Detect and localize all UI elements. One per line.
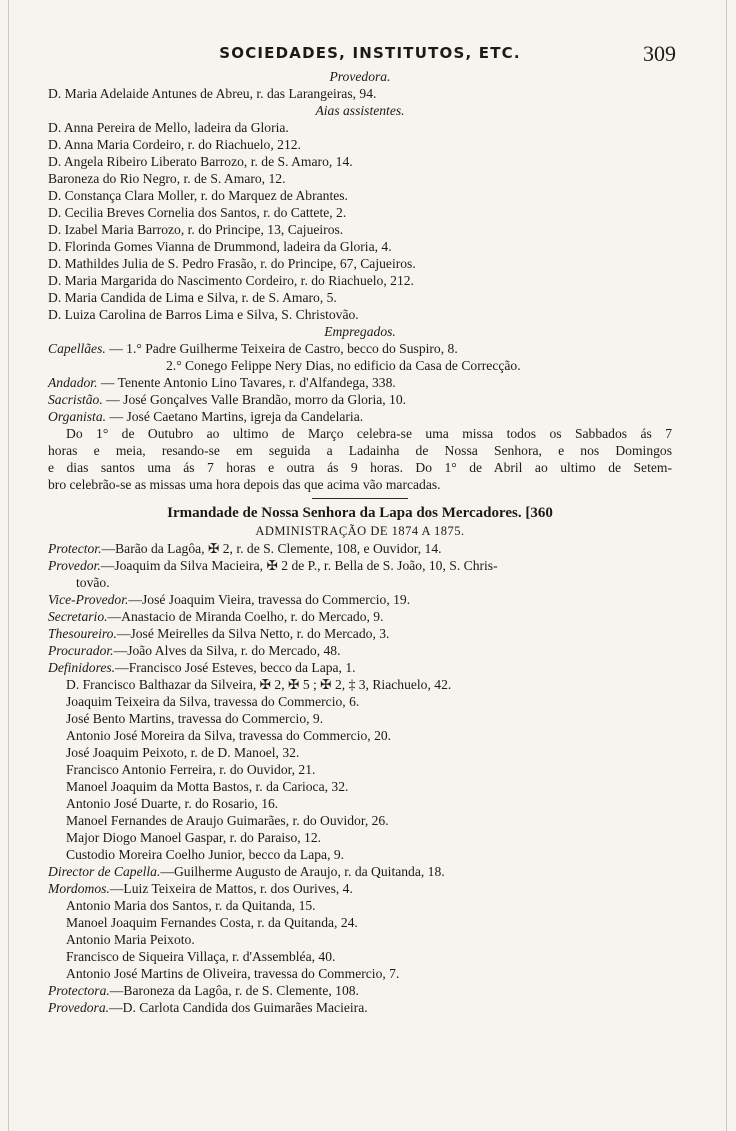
list-item: Manoel Fernandes de Araujo Guimarães, r. do Ouvidor, 26. [66,813,389,828]
list-item: D. Anna Pereira de Mello, ladeira da Gloria. [48,120,289,135]
entry-text: — José Gonçalves Valle Brandão, morro da Gloria, 10. [106,392,407,407]
list-item: Joaquim Teixeira da Silva, travessa do Commercio, 6. [66,694,360,709]
section-title [48,503,672,523]
role-label: Sacristão. [48,392,103,407]
provedora-entry: D. Maria Adelaide Antunes de Abreu, r. das Larangeiras, 94. [48,86,377,101]
entry-text: —Barão da Lagôa, ✠ 2, r. de S. Clemente, 108, e Ouvidor, 14. [101,541,442,556]
capellaes-line-1 [48,340,672,357]
list-item: Custodio Moreira Coelho Junior, becco da Lapa, 9. [66,847,345,862]
list-item: Francisco Antonio Ferreira, r. do Ouvidor, 21. [66,762,316,777]
definidores-list [48,676,672,863]
role-label: Organista. [48,409,107,424]
entry-text: — José Caetano Martins, igreja da Candelaria. [109,409,364,424]
entry-text: —Anastacio de Miranda Coelho, r. do Mercado, 9. [107,609,384,624]
list-item: Manoel Joaquim Fernandes Costa, r. da Quitanda, 24. [66,915,358,930]
empregados-heading: Empregados. [324,324,396,339]
section-number: [360 [525,505,553,521]
protectora-line [48,982,672,999]
provedor-continuation: tovão. [76,575,110,590]
mordomos-line [48,880,672,897]
role-label: Mordomos. [48,881,110,896]
page-body [48,68,672,1016]
list-item: Antonio José Duarte, r. do Rosario, 16. [66,796,279,811]
role-label: Procurador. [48,643,114,658]
list-item: Baroneza do Rio Negro, r. de S. Amaro, 12. [48,171,286,186]
entry-text: —D. Carlota Candida dos Guimarães Macieira. [109,1000,368,1015]
note-line: horas e meia, resando-se em seguida a Ladainha de Nossa Senhora, e nos Domingos [48,443,672,458]
role-label: Andador. [48,375,98,390]
list-item: D. Mathildes Julia de S. Pedro Frasão, r. do Principe, 67, Cajueiros. [48,256,416,271]
role-label: Thesoureiro. [48,626,117,641]
provedor-line [48,557,672,574]
secretario-line [48,608,672,625]
role-label: Definidores. [48,660,116,675]
provedora-heading: Provedora. [329,69,391,84]
list-item: Manoel Joaquim da Motta Bastos, r. da Carioca, 32. [66,779,349,794]
section-divider [312,498,408,499]
administration-line: ADMINISTRAÇÃO DE 1874 A 1875. [255,524,465,538]
definidores-line [48,659,672,676]
aias-list [48,119,672,323]
organista-line [48,408,672,425]
list-item: Antonio Maria Peixoto. [66,932,195,947]
list-item: Antonio José Moreira da Silva, travessa do Commercio, 20. [66,728,392,743]
page-edge-right [726,0,727,1131]
page-number: 309 [643,41,676,66]
andador-line [48,374,672,391]
vice-provedor-line [48,591,672,608]
role-label: Vice-Provedor. [48,592,129,607]
role-label: Protector. [48,541,102,556]
list-item: José Bento Martins, travessa do Commercio, 9. [66,711,324,726]
entry-text: —José Joaquim Vieira, travessa do Commercio, 19. [128,592,411,607]
list-item: D. Maria Candida de Lima e Silva, r. de S. Amaro, 5. [48,290,337,305]
running-header [0,41,736,70]
role-label: Capellães. [48,341,106,356]
header-title: SOCIEDADES, INSTITUTOS, ETC. [219,44,521,62]
entry-text: — 1.° Padre Guilherme Teixeira de Castro, becco do Suspiro, 8. [109,341,458,356]
entry-text: —Luiz Teixeira de Mattos, r. dos Ourives, 4. [109,881,353,896]
capellaes-line-2: 2.° Conego Felippe Nery Dias, no edificio da Casa de Correcção. [166,358,521,373]
entry-text: — Tenente Antonio Lino Tavares, r. d'Alfandega, 338. [100,375,396,390]
list-item: Francisco de Siqueira Villaça, r. d'Assembléa, 40. [66,949,336,964]
note-line: Do 1° de Outubro ao ultimo de Março celebra-se uma missa todos os Sabbados ás 7 [66,426,672,441]
entry-text: —Joaquim da Silva Macieira, ✠ 2 de P., r. Bella de S. João, 10, S. Chris- [100,558,498,573]
section-title-text: Irmandade de Nossa Senhora da Lapa dos Mercadores. [167,505,522,521]
entry-text: —João Alves da Silva, r. do Mercado, 48. [113,643,341,658]
thesoureiro-line [48,625,672,642]
entry-text: —Baroneza da Lagôa, r. de S. Clemente, 108. [109,983,359,998]
mass-schedule-note [48,425,672,493]
list-item: D. Francisco Balthazar da Silveira, ✠ 2, ✠ 5 ; ✠ 2, ‡ 3, Riachuelo, 42. [66,677,452,692]
list-item: D. Anna Maria Cordeiro, r. do Riachuelo, 212. [48,137,301,152]
role-label: Director de Capella. [48,864,161,879]
provedora-line [48,999,672,1016]
procurador-line [48,642,672,659]
note-line: e dias santos uma ás 7 horas e outra ás 9 horas. Do 1° de Abril ao ultimo de Setem- [48,460,672,475]
entry-text: —Francisco José Esteves, becco da Lapa, 1. [115,660,356,675]
list-item: D. Florinda Gomes Vianna de Drummond, ladeira da Gloria, 4. [48,239,392,254]
list-item: D. Constança Clara Moller, r. do Marquez de Abrantes. [48,188,348,203]
list-item: Antonio José Martins de Oliveira, travessa do Commercio, 7. [66,966,400,981]
role-label: Protectora. [48,983,110,998]
list-item: Major Diogo Manoel Gaspar, r. do Paraiso, 12. [66,830,322,845]
list-item: D. Luiza Carolina de Barros Lima e Silva, S. Christovão. [48,307,359,322]
sacristao-line [48,391,672,408]
director-line [48,863,672,880]
aias-heading: Aias assistentes. [315,103,405,118]
note-line: bro celebrão-se as missas uma hora depois das que acima vão marcadas. [48,477,441,492]
role-label: Provedora. [48,1000,110,1015]
list-item: D. Cecilia Breves Cornelia dos Santos, r. do Cattete, 2. [48,205,347,220]
page-edge-left [8,0,9,1131]
list-item: José Joaquim Peixoto, r. de D. Manoel, 32. [66,745,300,760]
role-label: Provedor. [48,558,101,573]
list-item: D. Angela Ribeiro Liberato Barrozo, r. de S. Amaro, 14. [48,154,353,169]
list-item: Antonio Maria dos Santos, r. da Quitanda, 15. [66,898,316,913]
entry-text: —José Meirelles da Silva Netto, r. do Mercado, 3. [116,626,390,641]
list-item: D. Maria Margarida do Nascimento Cordeiro, r. do Riachuelo, 212. [48,273,414,288]
mordomos-list [48,897,672,982]
protector-line [48,540,672,557]
entry-text: —Guilherme Augusto de Araujo, r. da Quitanda, 18. [160,864,445,879]
list-item: D. Izabel Maria Barrozo, r. do Principe, 13, Cajueiros. [48,222,344,237]
role-label: Secretario. [48,609,108,624]
